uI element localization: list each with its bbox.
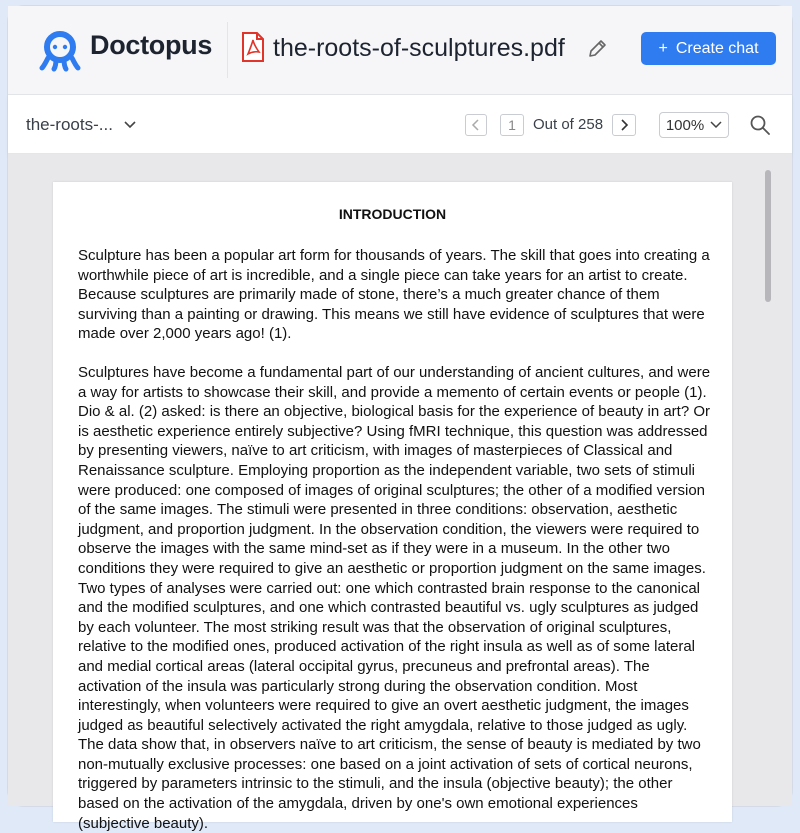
chevron-left-icon [471, 119, 481, 131]
section-heading: INTRODUCTION [338, 206, 447, 222]
chevron-down-icon [710, 121, 722, 129]
document-selector[interactable] [26, 115, 137, 135]
app-window [8, 6, 792, 832]
document-selector-label: the-roots-... [26, 115, 113, 134]
page-count: Out of 258 [533, 116, 604, 133]
brand-name: Doctopus [90, 30, 213, 60]
search-icon[interactable] [749, 114, 771, 136]
document-filename: the-roots-of-sculptures.pdf [273, 34, 565, 62]
plus-icon: + [658, 39, 668, 57]
pdf-toolbar [8, 95, 792, 154]
create-chat-button[interactable] [641, 32, 776, 65]
next-page-button[interactable] [612, 114, 636, 136]
paragraph: Sculpture has been a popular art form for thousands of years. The skill that goes into creating a worthwhile piece of art is incredible, and a single piece can take years for an artist to create. Because sculptures are primarily made of stone, there’s a much greater chance of them surviving than a painting or drawing. This means we still have evidence of sculptures that were made over 2,000 years ago! (1). [78, 247, 710, 343]
page-number-input[interactable]: 1 [500, 114, 524, 136]
top-bar [8, 6, 792, 95]
pdf-icon [240, 32, 266, 62]
chevron-right-icon [619, 119, 629, 131]
paragraph: Sculptures have become a fundamental part of our understanding of ancient cultures, and were a way for artists to showcase their skill, and provide a memento of certain events or people (1). Dio & al. (2) asked: is there an objective, biological basis for the experience of beauty in art? Or is aesthetic experience entirely subjective? Using fMRI technique, this question was addressed by presenting viewers, naïve to art criticism, with images of masterpieces of Classical and Renaissance sculpture. Employing proportion as the independent variable, two sets of stimuli were produced: one composed of images of original sculptures; the other of a modified version of the same images. The stimuli were presented in three conditions: observation, aesthetic judgment, and proportion judgment. In the observation condition, the viewers were required to observe the images with the same mind-set as if they were in a museum. In the other two conditions they were required to give an aesthetic or proportion judgment on the same images. Two types of analyses were carried out: one which contrasted brain response to the canonical and the modified sculptures, and one which contrasted beautiful vs. ugly sculptures as judged by each volunteer. The most striking result was that the observation of original sculptures, relative to the modified ones, produced activation of the right insula as well as of some lateral and medial cortical areas (lateral occipital gyrus, precuneus and prefrontal areas). The activation of the insula was particularly strong during the observation condition. Most interestingly, when volunteers were required to give an overt aesthetic judgment, the images judged as beautiful selectively activated the right amygdala, relative to those judged as ugly. The data show that, in observers naïve to art criticism, the sense of beauty is mediated by two non-mutually exclusive processes: one based on a joint activation of sets of cortical neurons, triggered by parameters intrinsic to the stimuli, and the insula (objective beauty); the other based on the activation of the amygdala, driven by one's own emotional experiences (subjective beauty). [78, 364, 711, 832]
pdf-viewer[interactable] [8, 154, 792, 832]
header-divider [227, 22, 228, 78]
octopus-logo-icon [38, 28, 82, 72]
pencil-icon[interactable] [586, 38, 608, 60]
zoom-value: 100% [665, 116, 705, 134]
scrollbar[interactable] [763, 164, 773, 804]
scrollbar-thumb[interactable] [765, 170, 771, 302]
chevron-down-icon [123, 120, 137, 130]
create-chat-label: Create chat [675, 39, 759, 57]
previous-page-button[interactable] [465, 114, 487, 136]
pdf-page [53, 182, 732, 832]
zoom-select[interactable] [659, 112, 729, 138]
